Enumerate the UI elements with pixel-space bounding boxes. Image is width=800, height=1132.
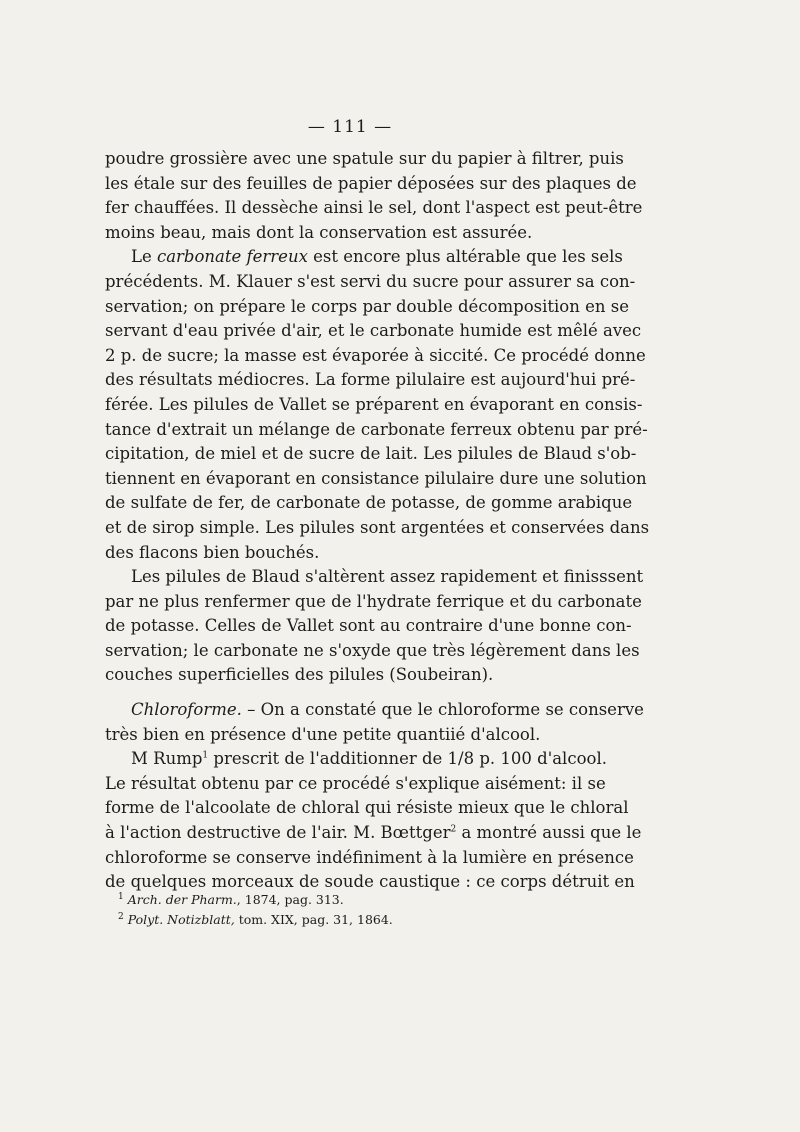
paragraph-4 <box>105 698 644 747</box>
paragraph-2 <box>105 245 650 565</box>
text-line: poudre grossière avec une spatule sur du papier à filtrer, puis <box>105 149 624 168</box>
text-line: servation; on prépare le corps par double décomposition en se <box>105 296 629 316</box>
footnote-ref-1: 1 <box>202 750 209 761</box>
text-line: Chloroforme. – On a constaté que le chloroforme se conserve <box>131 700 644 720</box>
text-line: tance d'extrait un mélange de carbonate ferreux obtenu par pré- <box>105 419 648 439</box>
text-line: servant d'eau privée d'air, et le carbonate humide est mêlé avec <box>105 321 642 341</box>
term-chloroforme: Chloroforme. <box>131 700 242 720</box>
body-text <box>105 147 650 895</box>
paragraph-5 <box>105 747 642 895</box>
text-line: moins beau, mais dont la conservation est assurée. <box>105 222 533 242</box>
text-line: et de sirop simple. Les pilules sont argentées et conservées dans <box>105 517 650 537</box>
text-line: de sulfate de fer, de carbonate de potasse, de gomme arabique <box>105 493 633 513</box>
text-line: de potasse. Celles de Vallet sont au contraire d'une bonne con- <box>105 616 632 636</box>
text-line: cipitation, de miel et de sucre de lait. Les pilules de Blaud s'ob- <box>105 444 637 464</box>
text-line: servation; le carbonate ne s'oxyde que très légèrement dans les <box>105 640 640 660</box>
text-line: férée. Les pilules de Vallet se préparent en évaporant en consis- <box>105 394 643 414</box>
text-line: forme de l'alcoolate de chloral qui résiste mieux que le chloral <box>105 798 629 818</box>
text-line: à l'action destructive de l'air. M. Bœttger$^2$ a montré aussi que le <box>105 823 642 843</box>
text-line: tiennent en évaporant en consistance pilulaire dure une solution <box>105 468 647 488</box>
text-line: fer chauffées. Il dessèche ainsi le sel, dont l'aspect est peut-être <box>105 198 643 218</box>
paragraph-1 <box>105 147 643 245</box>
paragraph-3 <box>105 565 644 688</box>
footnote-1: $^1$ Arch. der Pharm., 1874, pag. 313. <box>118 891 344 907</box>
text-line: des flacons bien bouchés. <box>105 542 320 562</box>
text-line: de quelques morceaux de soude caustique : ce corps détruit en <box>105 872 635 892</box>
text-line: Les pilules de Blaud s'altèrent assez rapidement et finisssent <box>131 567 644 587</box>
page-number: — 111 — <box>307 117 393 137</box>
text-line: Le carbonate ferreux est encore plus altérable que les sels <box>131 247 623 267</box>
text-line: Le résultat obtenu par ce procédé s'explique aisément: il se <box>105 773 606 793</box>
text-line: des résultats médiocres. La forme pilulaire est aujourd'hui pré- <box>105 370 636 390</box>
text-line: M Rump$^1$ prescrit de l'additionner de 1/8 p. 100 d'alcool. <box>131 749 607 769</box>
text-line: 2 p. de sucre; la masse est évaporée à siccité. Ce procédé donne <box>105 345 646 365</box>
footnote-ref-2: 2 <box>450 824 457 835</box>
text-line: par ne plus renfermer que de l'hydrate ferrique et du carbonate <box>105 591 642 611</box>
text-line: précédents. M. Klauer s'est servi du sucre pour assurer sa con- <box>105 271 636 291</box>
text-line: chloroforme se conserve indéfiniment à la lumière en présence <box>105 847 634 867</box>
footnote-2: $^2$ Polyt. Notizblatt, tom. XIX, pag. 31, 1864. <box>118 911 393 927</box>
footnotes <box>118 890 588 930</box>
text-line: couches superficielles des pilules (Soubeiran). <box>105 665 494 685</box>
text-line: très bien en présence d'une petite quantiié d'alcool. <box>105 724 541 744</box>
term-carbonate-ferreux: carbonate ferreux <box>156 247 308 267</box>
text-line: les étale sur des feuilles de papier déposées sur des plaques de <box>105 173 637 193</box>
